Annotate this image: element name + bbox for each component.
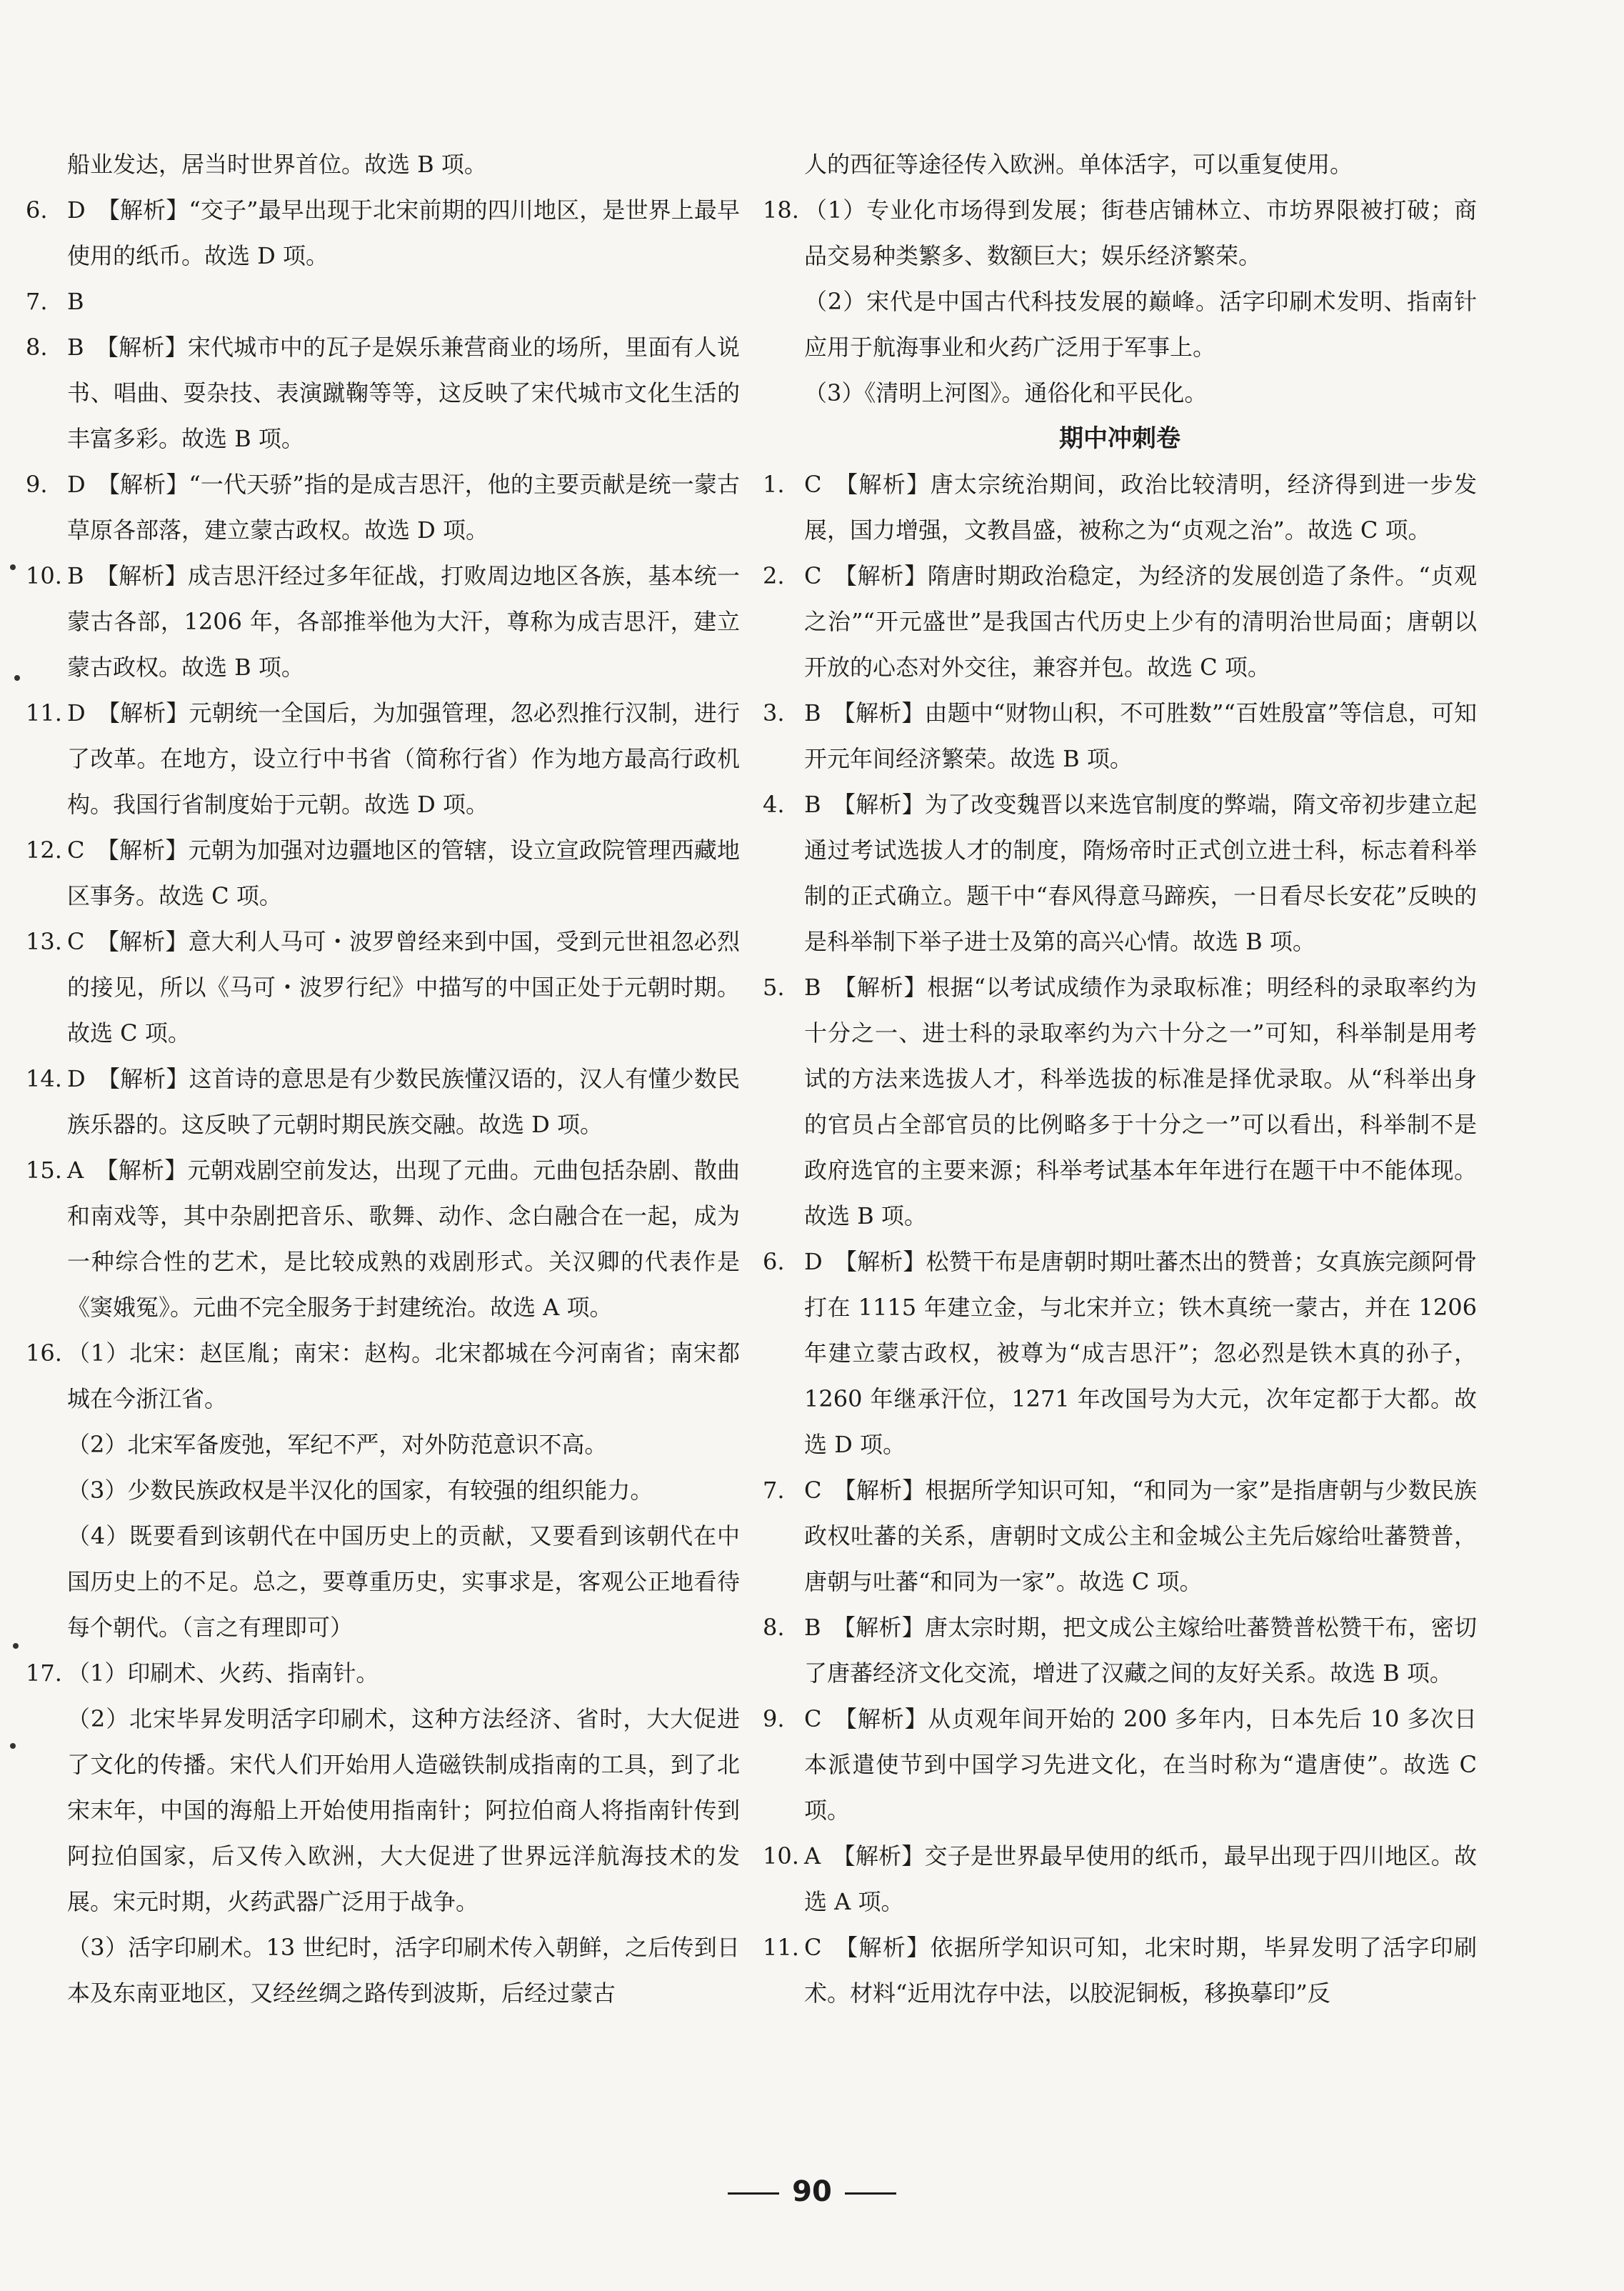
page-number: 90: [792, 2175, 832, 2208]
answer-item: [763, 1467, 1477, 1604]
answer-item: [763, 1833, 1477, 1925]
left-column: [26, 141, 740, 2016]
item-number: 12.: [26, 837, 62, 864]
item-number: 9.: [763, 1705, 785, 1732]
continued-text: 人的西征等途径传入欧洲。单体活字，可以重复使用。: [804, 151, 1353, 178]
item-number: 8.: [26, 334, 48, 361]
item-number: 1.: [763, 471, 785, 498]
item-text: C 【解析】意大利人马可・波罗曾经来到中国，受到元世祖忽必烈的接见，所以《马可・波罗行纪》中描写的中国正处于元朝时期。故选 C 项。: [67, 928, 740, 1047]
item-number: 10.: [763, 1842, 799, 1870]
answer-item: [763, 1239, 1477, 1467]
footer-dash: [728, 2192, 779, 2195]
item-text: A 【解析】交子是世界最早使用的纸币，最早出现于四川地区。故选 A 项。: [804, 1842, 1477, 1915]
item-number: 16.: [26, 1339, 62, 1367]
answer-item: [763, 461, 1477, 553]
answer-list-left: [26, 187, 740, 2016]
item-number: 2.: [763, 562, 785, 589]
item-text: C 【解析】根据所学知识可知，“和同为一家”是指唐朝与少数民族政权吐蕃的关系，唐朝时文成公主和金城公主先后嫁给吐蕃赞普，唐朝与吐蕃“和同为一家”。故选 C 项。: [804, 1477, 1477, 1595]
answer-item: [26, 461, 740, 553]
answer-item: [26, 1650, 740, 1696]
item-number: 6.: [26, 196, 48, 224]
item-sub: （4）既要看到该朝代在中国历史上的贡献，又要看到该朝代在中国历史上的不足。总之，要尊重历史，实事求是，客观公正地看待每个朝代。（言之有理即可）: [67, 1522, 740, 1641]
section-title: 期中冲刺卷: [1059, 424, 1181, 453]
answer-item: [26, 1147, 740, 1330]
answer-item: [26, 187, 740, 279]
item-text: B 【解析】根据“以考试成绩作为录取标准；明经科的录取率约为十分之一、进士科的录取率约为六十分之一”可知，科举制是用考试的方法来选拔人才，科举选拔的标准是择优录取。从“科举出身的官员占全部官员的比例略多于十分之一”可以看出，科举制不是政府选官的主要来源；科举考试基本年年进行在题干中不能体现。故选 B 项。: [804, 974, 1477, 1229]
scan-mark: [10, 1743, 16, 1749]
item-number: 17.: [26, 1659, 62, 1687]
item-text: C 【解析】隋唐时期政治稳定，为经济的发展创造了条件。“贞观之治”“开元盛世”是我国古代历史上少有的清明治世局面；唐朝以开放的心态对外交往，兼容并包。故选 C 项。: [804, 562, 1477, 681]
answer-item-18: [763, 187, 1477, 279]
item-text: D 【解析】这首诗的意思是有少数民族懂汉语的，汉人有懂少数民族乐器的。这反映了元朝时期民族交融。故选 D 项。: [67, 1065, 740, 1138]
answer-item: [26, 553, 740, 690]
item-text: A 【解析】元朝戏剧空前发达，出现了元曲。元曲包括杂剧、散曲和南戏等，其中杂剧把音乐、歌舞、动作、念白融合在一起，成为一种综合性的艺术，是比较成熟的戏剧形式。关汉卿的代表作是《窦娥冤》。元曲不完全服务于封建统治。故选 A 项。: [67, 1157, 740, 1321]
item-number: 6.: [763, 1248, 785, 1275]
item-text: B 【解析】由题中“财物山积，不可胜数”“百姓殷富”等信息，可知开元年间经济繁荣。故选 B 项。: [804, 699, 1477, 772]
item-number: 10.: [26, 562, 62, 589]
answer-item: [26, 324, 740, 461]
item-number: 5.: [763, 974, 785, 1001]
item-sub: （3）《清明上河图》。通俗化和平民化。: [804, 379, 1208, 406]
answer-item: [763, 1604, 1477, 1696]
answer-item: [26, 827, 740, 919]
item-text: C 【解析】从贞观年间开始的 200 多年内，日本先后 10 多次日本派遣使节到中国学习先进文化，在当时称为“遣唐使”。故选 C 项。: [804, 1705, 1477, 1824]
footer-dash: [845, 2192, 896, 2195]
item-text: C 【解析】唐太宗统治期间，政治比较清明，经济得到进一步发展，国力增强，文教昌盛，被称之为“贞观之治”。故选 C 项。: [804, 471, 1477, 544]
item-text: （1）印刷术、火药、指南针。: [67, 1659, 379, 1687]
answer-item: [26, 1330, 740, 1422]
item-number: 13.: [26, 928, 62, 955]
item-text: B: [67, 288, 84, 315]
answer-item: [26, 919, 740, 1056]
item-text: B 【解析】唐太宗时期，把文成公主嫁给吐蕃赞普松赞干布，密切了唐蕃经济文化交流，增进了汉藏之间的友好关系。故选 B 项。: [804, 1614, 1477, 1687]
item-text: D 【解析】元朝统一全国后，为加强管理，忽必烈推行汉制，进行了改革。在地方，设立行中书省（简称行省）作为地方最高行政机构。我国行省制度始于元朝。故选 D 项。: [67, 699, 740, 818]
answer-item: [763, 1925, 1477, 2016]
item-text: （1）北宋：赵匡胤；南宋：赵构。北宋都城在今河南省；南宋都城在今浙江省。: [67, 1339, 740, 1412]
item-sub: （2）宋代是中国古代科技发展的巅峰。活字印刷术发明、指南针应用于航海事业和火药广泛用于军事上。: [804, 288, 1477, 361]
item-text: C 【解析】依据所学知识可知，北宋时期，毕昇发明了活字印刷术。材料“近用沈存中法，以胶泥铜板，移换摹印”反: [804, 1934, 1477, 2007]
item-sub: （2）北宋军备废弛，军纪不严，对外防范意识不高。: [67, 1431, 608, 1458]
item-text: （1）专业化市场得到发展；街巷店铺林立、市坊界限被打破；商品交易种类繁多、数额巨大；娱乐经济繁荣。: [804, 196, 1477, 269]
item-text: B 【解析】成吉思汗经过多年征战，打败周边地区各族，基本统一蒙古各部，1206 年，各部推举他为大汗，尊称为成吉思汗，建立蒙古政权。故选 B 项。: [67, 562, 740, 681]
answer-item: [763, 964, 1477, 1239]
scan-mark: [10, 564, 16, 570]
answer-list-right: [763, 461, 1477, 2016]
item-number: 3.: [763, 699, 785, 727]
page-footer: [0, 2175, 1624, 2208]
scan-mark: [13, 1643, 19, 1649]
item-sub: （2）北宋毕昇发明活字印刷术，这种方法经济、省时，大大促进了文化的传播。宋代人们开始用人造磁铁制成指南的工具，到了北宋末年，中国的海船上开始使用指南针；阿拉伯商人将指南针传到阿拉伯国家，后又传入欧洲，大大促进了世界远洋航海技术的发展。宋元时期，火药武器广泛用于战争。: [67, 1705, 740, 1915]
answer-item: [763, 782, 1477, 964]
item-sub: （3）活字印刷术。13 世纪时，活字印刷术传入朝鲜，之后传到日本及东南亚地区，又经丝绸之路传到波斯，后经过蒙古: [67, 1934, 740, 2007]
answer-item: [26, 1056, 740, 1147]
answer-item: [26, 690, 740, 827]
item-text: B 【解析】宋代城市中的瓦子是娱乐兼营商业的场所，里面有人说书、唱曲、耍杂技、表演蹴鞠等等，这反映了宋代城市文化生活的丰富多彩。故选 B 项。: [67, 334, 740, 452]
item-number: 7.: [763, 1477, 785, 1504]
answer-item: [763, 553, 1477, 690]
item-number: 8.: [763, 1614, 785, 1641]
answer-item: [763, 1696, 1477, 1833]
scan-mark: [14, 675, 20, 681]
item-number: 15.: [26, 1157, 62, 1184]
item-number: 7.: [26, 288, 48, 315]
item-number: 4.: [763, 791, 785, 818]
item-text: B 【解析】为了改变魏晋以来选官制度的弊端，隋文帝初步建立起通过考试选拔人才的制度，隋炀帝时正式创立进士科，标志着科举制的正式确立。题干中“春风得意马蹄疾，一日看尽长安花”反映的是科举制下举子进士及第的高兴心情。故选 B 项。: [804, 791, 1477, 955]
continued-text: 船业发达，居当时世界首位。故选 B 项。: [67, 151, 487, 178]
answer-item: [26, 279, 740, 324]
item-text: C 【解析】元朝为加强对边疆地区的管辖，设立宣政院管理西藏地区事务。故选 C 项。: [67, 837, 740, 909]
item-number: 9.: [26, 471, 48, 498]
item-text: D 【解析】“一代天骄”指的是成吉思汗，他的主要贡献是统一蒙古草原各部落，建立蒙古政权。故选 D 项。: [67, 471, 740, 544]
item-number: 14.: [26, 1065, 62, 1092]
item-number: 18.: [763, 196, 799, 224]
item-number: 11.: [26, 699, 62, 727]
item-text: D 【解析】松赞干布是唐朝时期吐蕃杰出的赞普；女真族完颜阿骨打在 1115 年建立金，与北宋并立；铁木真统一蒙古，并在 1206 年建立蒙古政权，被尊为“成吉思汗”；忽必烈是铁木真的孙子，1260 年继承汗位，1271 年改国号为大元，次年定都于大都。故选 D 项。: [804, 1248, 1477, 1458]
item-number: 11.: [763, 1934, 799, 1961]
item-text: D 【解析】“交子”最早出现于北宋前期的四川地区，是世界上最早使用的纸币。故选 D 项。: [67, 196, 740, 269]
right-column: [763, 141, 1477, 2016]
answer-item: [763, 690, 1477, 782]
item-sub: （3）少数民族政权是半汉化的国家，有较强的组织能力。: [67, 1477, 653, 1504]
